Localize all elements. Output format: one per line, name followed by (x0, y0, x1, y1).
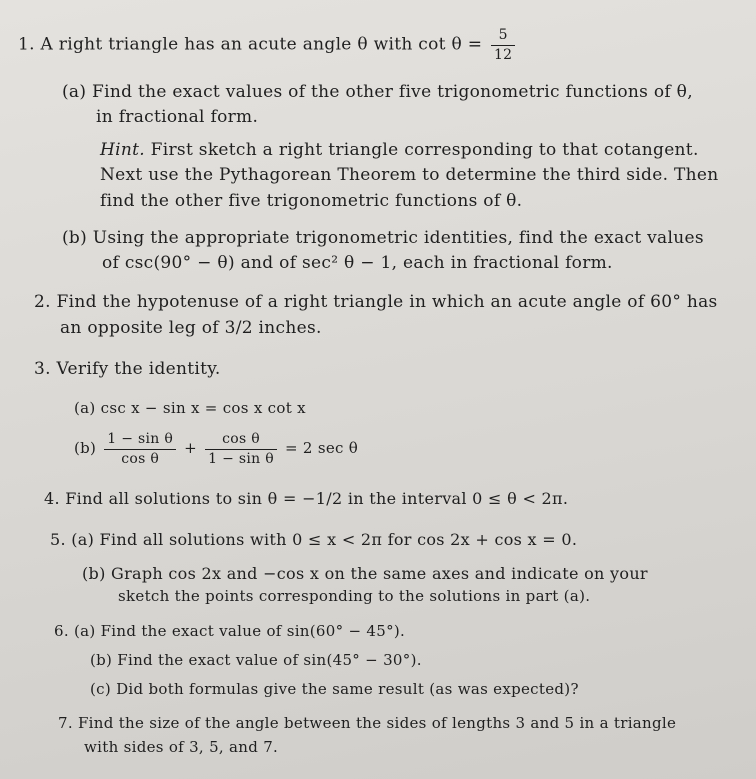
q2-line1: 2. Find the hypotenuse of a right triangle in which an acute angle of 60° has (34, 292, 718, 312)
q1-hint-label: Hint. (100, 140, 145, 160)
q1-stem-line (18, 28, 518, 62)
q1a-line2: in fractional form. (96, 107, 259, 127)
q1-hint-text1: First sketch a right triangle corresponding to that cotangent. (150, 140, 699, 160)
q6a-line: 6. (a) Find the exact value of sin(60° − 45°). (54, 622, 406, 640)
q1-cot-denominator: 12 (493, 46, 513, 63)
q1-hint-line1 (100, 142, 699, 159)
q3-stem: 3. Verify the identity. (34, 359, 221, 379)
q6b-line: (b) Find the exact value of sin(45° − 30°). (90, 651, 422, 669)
q1a-line1: (a) Find the exact values of the other five trigonometric functions of θ, (62, 82, 693, 102)
q5b-line1: (b) Graph cos 2x and −cos x on the same axes and indicate on your (82, 564, 648, 583)
q6c-line: (c) Did both formulas give the same result (as was expected)? (90, 680, 579, 698)
q7-line2: with sides of 3, 5, and 7. (84, 738, 279, 756)
q3b-label: (b) (74, 439, 97, 458)
q1-stem: 1. A right triangle has an acute angle θ with cot θ = (18, 34, 483, 55)
q3a-identity: (a) csc x − sin x = cos x cot x (74, 399, 306, 417)
q3b-identity (74, 432, 358, 466)
q3b-fraction-1-num: 1 − sin θ (104, 432, 176, 450)
q3b-rhs: = 2 sec θ (285, 439, 359, 458)
q3b-fraction-2 (205, 432, 277, 466)
q5b-line2: sketch the points corresponding to the solutions in part (a). (118, 587, 591, 605)
q4-line: 4. Find all solutions to sin θ = −1/2 in the interval 0 ≤ θ < 2π. (44, 489, 569, 508)
q3b-plus: + (184, 439, 198, 458)
q5a-line: 5. (a) Find all solutions with 0 ≤ x < 2π for cos 2x + cos x = 0. (50, 530, 578, 549)
q1b-line1: (b) Using the appropriate trigonometric identities, find the exact values (62, 228, 704, 248)
q1-hint-line3: find the other five trigonometric functions of θ. (100, 191, 523, 211)
q2-line2: an opposite leg of 3/2 inches. (60, 318, 322, 338)
q7-line1: 7. Find the size of the angle between the sides of lengths 3 and 5 in a triangle (58, 714, 677, 732)
q1-hint-line2: Next use the Pythagorean Theorem to determine the third side. Then (100, 165, 719, 185)
q3b-fraction-2-num: cos θ (205, 432, 277, 450)
q1b-line2: of csc(90° − θ) and of sec² θ − 1, each in fractional form. (102, 253, 613, 273)
q3b-fraction-1-den: cos θ (121, 450, 160, 467)
q3b-fraction-2-den: 1 − sin θ (208, 450, 274, 467)
q1-cot-fraction (491, 28, 515, 62)
q3b-fraction-1 (104, 432, 176, 466)
q1-cot-numerator: 5 (491, 28, 515, 46)
